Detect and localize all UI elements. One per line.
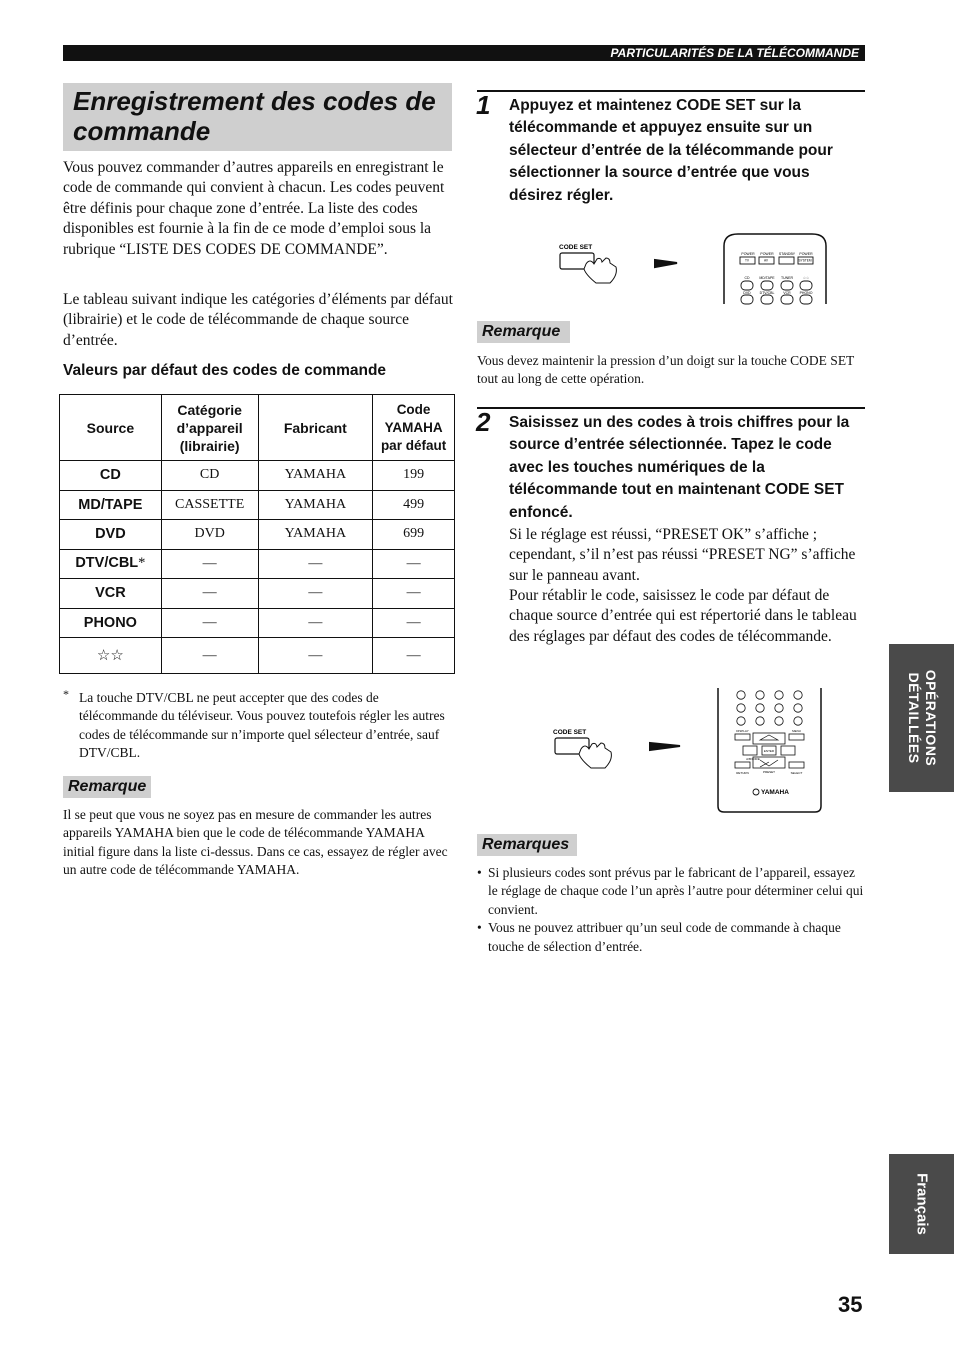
cell-code: 499 [373,490,455,520]
cell-maker: YAMAHA [258,490,373,520]
table-footnote [63,689,453,763]
col-header-maker: Fabricant [258,395,373,461]
remote-num-key [756,717,764,725]
remote-cursor-left [743,746,757,755]
cell-maker: — [258,638,373,674]
cell-source: MD/TAPE [60,490,162,520]
remote-cursor-right [781,746,795,755]
remote-num-key [775,717,783,725]
side-tab-language [889,1154,954,1254]
remote-key-dvd [741,295,753,304]
remote-label-select: SELECT [790,771,803,775]
remote-key-standby [779,257,794,264]
remote-label-preset: PRESET [762,770,776,774]
cell-category: — [161,549,258,579]
step-2-body-2: Pour rétablir le code, saisissez le code par défaut de chaque source d’entrée qui est répertorié dans le tableau des réglages par défaut des codes de télécommande. [509,587,857,645]
footnote-star: * [63,687,69,701]
remote-num-key [756,691,764,699]
illustration-step-2 [548,686,828,816]
remote-brand: YAMAHA [761,789,789,796]
cell-maker: — [258,549,373,579]
page-title [73,86,442,146]
cell-source: CD [60,461,162,491]
note-label-left: Remarque [63,776,151,798]
table-header-row [60,395,455,461]
cell-maker: YAMAHA [258,520,373,550]
cell-category: CD [161,461,258,491]
remote-num-key [794,704,802,712]
remote-label-menu: MENU [792,729,801,733]
remote-key-cd [741,281,753,290]
side-tab-line-1: OPÉRATIONS [922,669,939,767]
remote-key-phono [800,295,812,304]
page-title-box [63,83,452,151]
remote-key-return [735,762,750,768]
cell-maker: — [258,579,373,609]
code-set-caption: CODE SET [559,244,593,251]
remote-label-display: DISPLAY [736,729,749,733]
intro-paragraph-2: Le tableau suivant indique les catégories d’éléments par défaut (librairie) et le code de télécommande de chaque source d’entrée. [63,291,453,349]
cell-code: — [373,549,455,579]
title-line-1: Enregistrement des codes de [73,86,436,116]
footnote-text: La touche DTV/CBL ne peut accepter que des codes de télécommande du téléviseur. Vous pouvez toutefois régler les autres codes de télécommande sur n’importe quel sélecteur d’entrée, sauf DTV/CBL. [79,690,445,761]
page-number: 35 [838,1292,863,1317]
side-tab-language-label: Français [913,1173,930,1235]
cell-category: DVD [161,520,258,550]
remote-num-key [775,691,783,699]
table-row [60,461,455,491]
table-row [60,579,455,609]
section-header: PARTICULARITÉS DE LA TÉLÉCOMMANDE [63,45,865,61]
table-row [60,549,455,579]
default-codes-table [59,394,455,674]
cell-category: — [161,608,258,638]
table-title: Valeurs par défaut des codes de commande [63,362,387,379]
cell-source: VCR [60,579,162,609]
cell-source: ☆☆ [60,638,162,674]
remote-num-key [775,704,783,712]
cell-category: CASSETTE [161,490,258,520]
remote-label-star: ☆☆ [802,276,810,280]
cell-code: — [373,638,455,674]
cell-code: 199 [373,461,455,491]
remote-label-phono: PHONO [799,291,813,295]
step-1-rule [477,90,865,92]
cell-maker: YAMAHA [258,461,373,491]
finger-icon-2 [579,743,611,768]
table-row [60,490,455,520]
step-2-rule [477,407,865,409]
remote-num-key [737,717,745,725]
cell-code: 699 [373,520,455,550]
remote-sub-system: SYSTEM [798,258,812,263]
intro-paragraph-1: Vous pouvez commander d’autres appareils en enregistrant le code de commande qui convient à chacun. Les codes peuvent être définis pour chaque zone d’entrée. La liste des codes disponibles est fournie à la fin de ce mode d’emploi sous la rubrique “LISTE DES CODES DE COMMANDE”. [63,159,445,258]
remote-label-power-tv: POWER [741,252,755,256]
cell-source: PHONO [60,608,162,638]
remote-label-dtvcbl: DTV/CBL [759,291,775,295]
remote-num-key [756,704,764,712]
remote-label-tuner: TUNER [780,276,794,280]
footnote-mark: * [138,555,146,572]
arrow-right-icon [655,260,677,267]
cell-category: — [161,579,258,609]
remote-label-cd: CD [744,276,750,280]
remote-label-dvd: DVD [743,291,751,295]
remote-label-mdtape: MD/TAPE [759,276,775,280]
remote-num-key [794,691,802,699]
remote-sub-av: AV [763,258,769,263]
cell-source: DTV/CBL* [60,549,162,579]
list-item: • Si plusieurs codes sont prévus par le fabricant de l’appareil, essayez le réglage de chaque code l’un après l’autre pour déterminer celui qui convient. [477,865,864,917]
remote-key-vcr [781,295,793,304]
step-1-number: 1 [476,90,491,120]
cell-category: — [161,638,258,674]
notes-list [477,864,867,956]
notes-label-right: Remarques [477,834,577,856]
illustration-step-1 [552,228,842,308]
title-line-2: commande [73,116,211,146]
table-row [60,638,455,674]
remote-sub-tv: TV [744,258,750,263]
code-set-caption-2: CODE SET [553,729,587,736]
remote-label-vcr: VCR [783,291,791,295]
col-header-source: Source [60,395,162,461]
cell-code: — [373,579,455,609]
remote-label-standby: STANDBY [778,252,796,256]
cell-source: DVD [60,520,162,550]
step-2-number: 2 [476,407,491,437]
remote-key-tuner [781,281,793,290]
table-row [60,608,455,638]
note-text-right: Vous devez maintenir la pression d’un doigt sur la touche CODE SET tout au long de cette opération. [477,353,855,387]
remote-key-star [800,281,812,290]
note-label-right: Remarque [477,321,570,343]
step-2-body-1: Si le réglage est réussi, “PRESET OK” s’affiche ; cependant, s’il n’est pas réussi “PRESET NG” s’affiche sur le panneau avant. [509,526,856,584]
cell-maker: — [258,608,373,638]
col-header-category: Catégorie d’appareil (librairie) [161,395,258,461]
side-tab-line-2: DÉTAILLÉES [905,672,922,764]
remote-key-select [789,762,804,768]
remote-label-abcde: A/B/C/D/E [746,757,760,761]
remote-label-power-system: POWER [799,252,813,256]
remote-label-power-av: POWER [760,252,774,256]
side-tab-operations [889,644,954,792]
table-row [60,520,455,550]
remote-key-display [735,734,750,740]
remote-key-dtvcbl [761,295,773,304]
remote-label-return: RETURN [736,771,749,775]
remote-num-key [737,691,745,699]
remote-label-enter: ENTER [763,749,775,753]
list-item: • Vous ne pouvez attribuer qu’un seul code de commande à chaque touche de sélection d’entrée. [477,920,841,954]
step-1-text: Appuyez et maintenez CODE SET sur la télécommande et appuyez ensuite sur un sélecteur d’entrée de la télécommande pour sélectionner la source d’entrée que vous désirez régler. [509,97,833,204]
cell-code: — [373,608,455,638]
step-2-text: Saisissez un des codes à trois chiffres pour la source d’entrée sélectionnée. Tapez le code avec les touches numériques de la télécommande tout en maintenant CODE SET enfoncé. [509,414,850,521]
remote-num-key [737,704,745,712]
finger-icon [584,258,616,283]
remote-num-key [794,717,802,725]
remote-key-menu [789,734,804,740]
remote-key-mdtape [761,281,773,290]
arrow-right-icon-2 [650,743,680,750]
note-text-left: Il se peut que vous ne soyez pas en mesure de commander les autres appareils YAMAHA bien que le code de télécommande YAMAHA initial figure dans la liste ci-dessus. Dans ce cas, essayez de régler avec un autre code de télécommande YAMAHA. [63,807,448,878]
col-header-code: Code YAMAHA par défaut [373,395,455,461]
